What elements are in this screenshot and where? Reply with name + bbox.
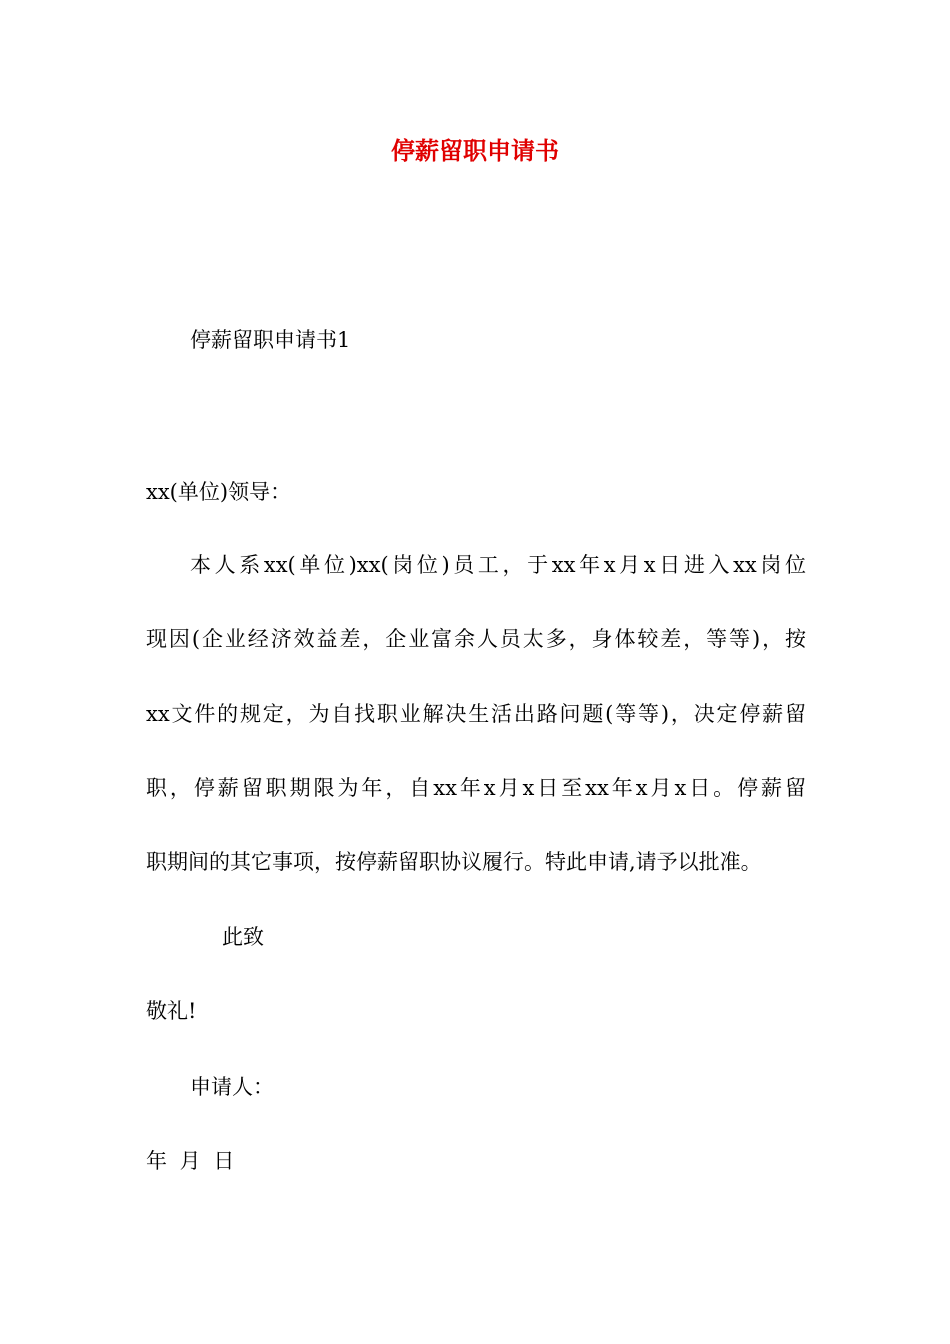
applicant-label: 申请人：: [190, 1075, 274, 1099]
body-line-4: 职，停薪留职期限为年，自xx年x月x日至xx年x月x日。停薪留: [146, 776, 806, 800]
section-heading: 停薪留职申请书1: [190, 328, 351, 352]
salutation: xx(单位)领导：: [146, 480, 292, 504]
closing-line: 此致: [222, 925, 264, 949]
document-title: 停薪留职申请书: [391, 137, 559, 165]
date-line: 年 月 日: [146, 1149, 235, 1173]
body-line-2: 现因(企业经济效益差，企业富余人员太多，身体较差，等等)，按: [146, 627, 806, 651]
body-line-3: xx文件的规定，为自找职业解决生活出路问题(等等)，决定停薪留: [146, 702, 806, 726]
body-line-1: 本人系xx(单位)xx(岗位)员工，于xx年x月x日进入xx岗位: [190, 553, 806, 577]
body-line-5: 职期间的其它事项，按停薪留职协议履行。特此申请,请予以批准。: [146, 850, 762, 874]
regards-line: 敬礼!: [146, 999, 197, 1023]
